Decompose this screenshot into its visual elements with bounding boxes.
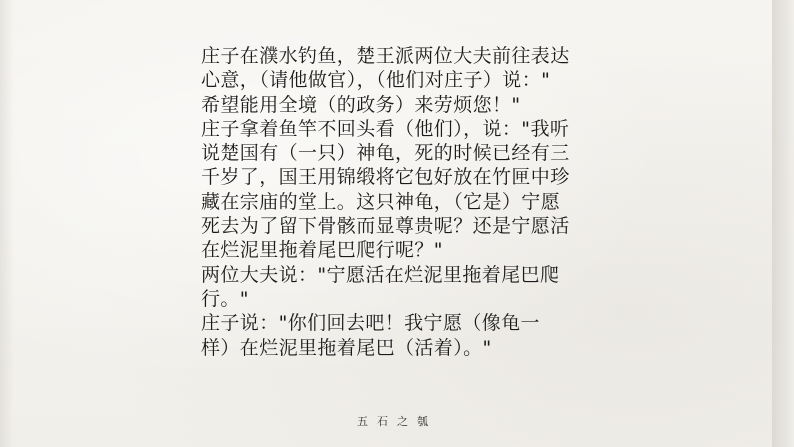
passage-line: 千岁了，国王用锦缎将它包好放在竹匣中珍 <box>201 166 570 189</box>
passage-line: 样）在烂泥里拖着尾巴（活着）。" <box>201 336 492 359</box>
passage-line: 行。" <box>201 287 249 310</box>
passage-line: 心意，（请他做官），（他们对庄子）说：" <box>201 69 551 92</box>
passage-line: 庄子拿着鱼竿不回头看（他们），说："我听 <box>201 117 570 140</box>
right-edge-border <box>772 0 794 447</box>
passage-line: 庄子说："你们回去吧！我宁愿（像龟一 <box>201 312 540 335</box>
left-edge-shade <box>0 0 14 447</box>
passage-text <box>201 44 601 360</box>
passage-line: 希望能用全境（的政务）来劳烦您！" <box>201 93 521 116</box>
passage-line: 两位大夫说："宁愿活在烂泥里拖着尾巴爬 <box>201 263 560 286</box>
passage-line: 在烂泥里拖着尾巴爬行呢？" <box>201 239 443 262</box>
passage-line: 说楚国有（一只）神龟，死的时候已经有三 <box>201 142 570 165</box>
footer-title: 五石之瓠 <box>357 415 437 428</box>
passage-line: 庄子在濮水钓鱼，楚王派两位大夫前往表达 <box>201 45 570 67</box>
passage-line: 死去为了留下骨骸而显尊贵呢？还是宁愿活 <box>201 215 570 238</box>
passage-line: 藏在宗庙的堂上。这只神龟，（它是）宁愿 <box>201 190 561 213</box>
